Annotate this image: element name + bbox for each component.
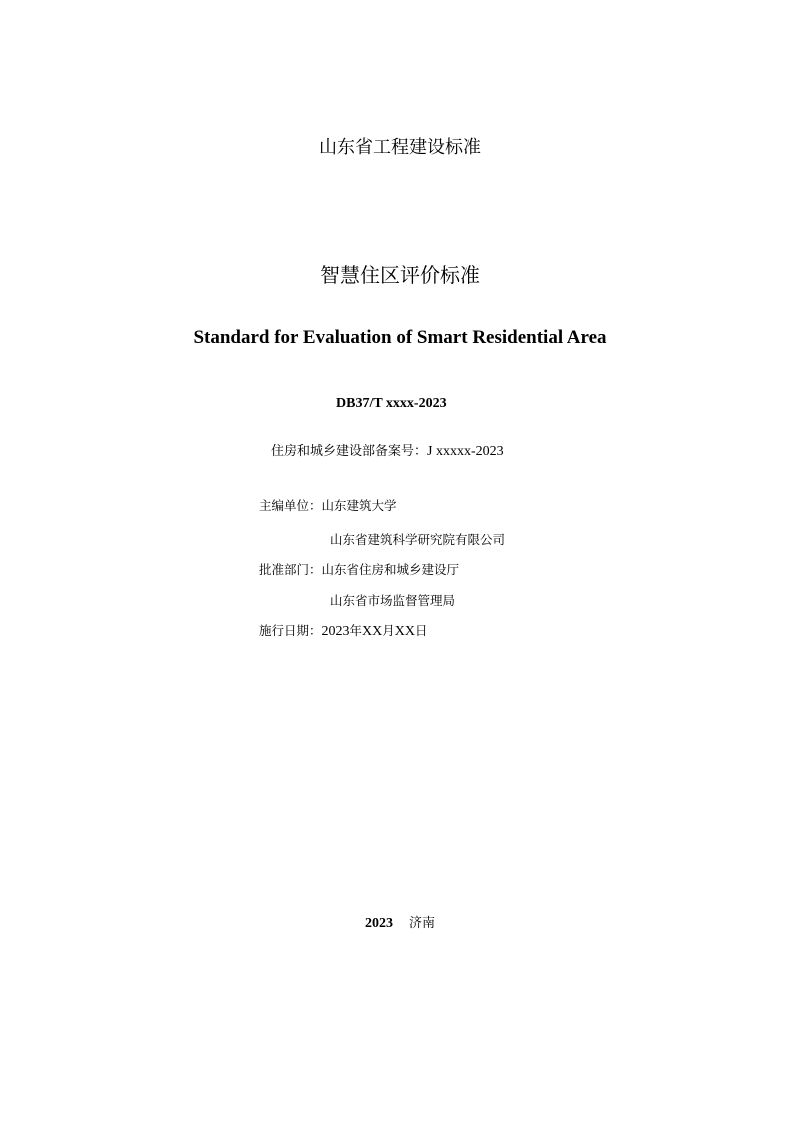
approver-label: 批准部门： (259, 562, 322, 577)
implementation-month: XX (362, 624, 383, 639)
implementation-date-line (259, 622, 428, 641)
approver-line (259, 561, 459, 579)
footer-year: 2023 (364, 916, 393, 931)
approver-line-2 (330, 592, 455, 610)
document-title-chinese: 智慧住区评价标准 (320, 263, 480, 287)
implementation-year-char: 年 (349, 623, 363, 638)
chief-editor-line (259, 497, 397, 515)
implementation-month-char: 月 (382, 623, 395, 638)
document-title-english: Standard for Evaluation of Smart Residential Area (193, 327, 607, 348)
filing-number-value: J xxxxx-2023 (427, 444, 504, 459)
chief-editor-label: 主编单位： (259, 498, 322, 513)
chief-editor-unit-2: 山东省建筑科学研究院有限公司 (330, 532, 506, 547)
chief-editor-unit-1: 山东建筑大学 (321, 498, 397, 513)
approver-unit-1: 山东省住房和城乡建设厅 (321, 562, 460, 577)
filing-number-line (271, 442, 504, 462)
chief-editor-line-2 (330, 531, 505, 549)
implementation-date-label: 施行日期： (259, 623, 322, 638)
approver-unit-2: 山东省市场监督管理局 (330, 593, 456, 608)
footer-year-place (0, 915, 800, 933)
standard-code: DB37/T xxxx-2023 (336, 396, 447, 411)
filing-number-label: 住房和城乡建设部备案号： (271, 444, 428, 459)
footer-place: 济南 (408, 916, 435, 931)
implementation-day: XX (394, 624, 416, 639)
series-title: 山东省工程建设标准 (319, 137, 481, 158)
implementation-day-char: 日 (415, 623, 428, 638)
implementation-year: 2023 (321, 624, 350, 639)
